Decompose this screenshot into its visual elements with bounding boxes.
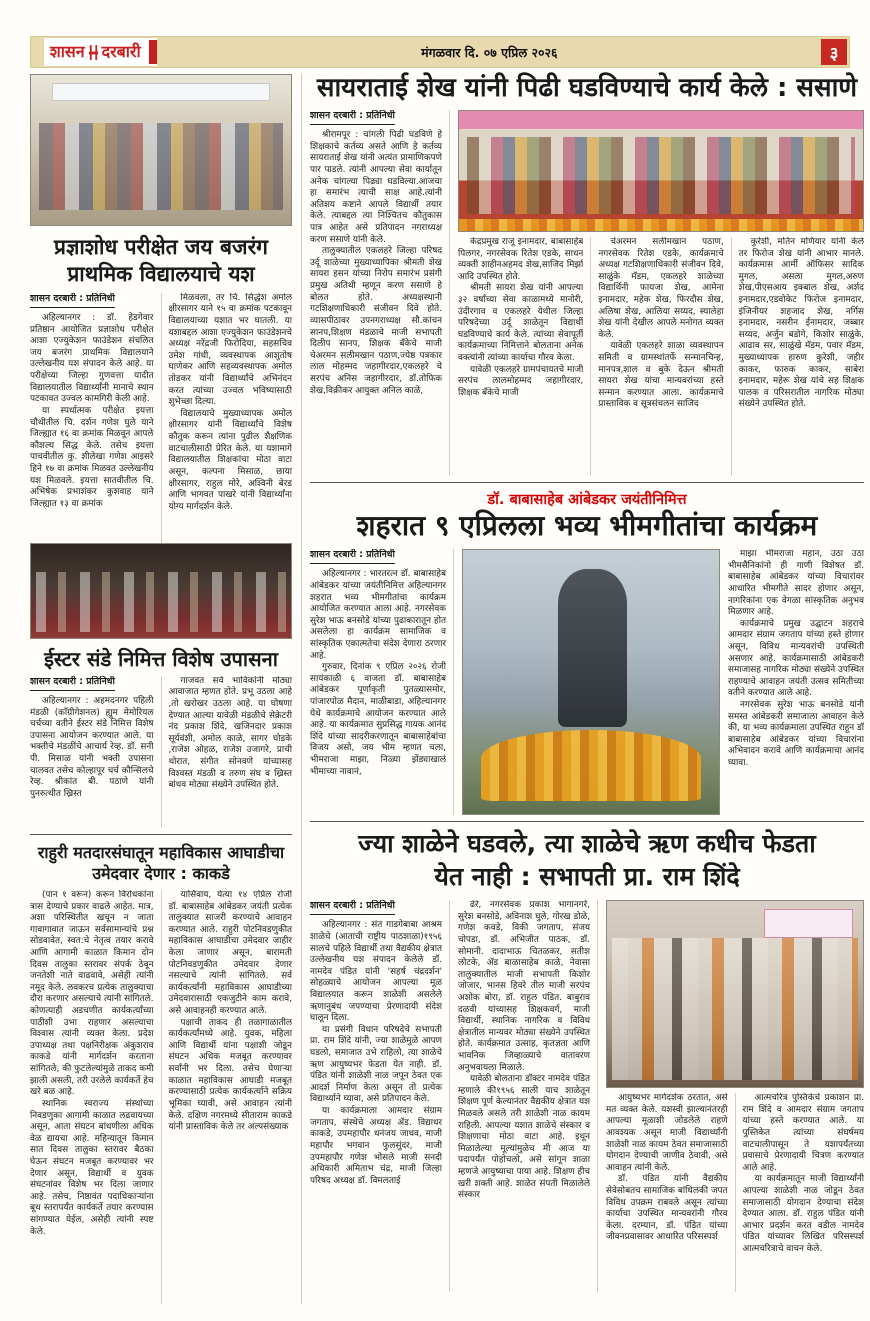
text-column <box>310 900 450 1292</box>
photo-chandradarshan-event <box>606 900 864 1088</box>
text-column <box>161 676 293 828</box>
page-number-badge: ३ <box>821 39 847 65</box>
kicker-ambedkar-jayanti: डॉ. बाबासाहेब आंबेडकर जयंतीनिमित्त <box>487 491 687 508</box>
column-text: (पान १ वरून) करून विरोधकांना त्रास देण्याचे प्रकार वाढले आहेत. मात्र, अशा परिस्थितीत खचून न जाता गावागावात जाऊन सर्वसामान्यांचे प्रश्न सोडवावेत, स्वत:चे नेतृत्व तयार करावे आणि आगामी काळात किमान दोन दिवस तालुका स्तरावर संपर्क ठेवून जनतेशी नाते वाढवावे, असेही त्यांनी नमूद केले. लवकरच प्रत्येक तालुक्याचा दौरा करणार असल्याचे त्यांनी सांगितले. कोणत्याही अडचणीत कार्यकर्त्यांच्या पाठीशी उभा राहणार असल्याचा विश्वास त्यांनी व्यक्त केला. प्रदेश उपाध्यक्ष तथा पक्षनिरीक्षक अंकुशराव काकडे यांनी मार्गदर्शन करताना सांगितले, की फुटलेल्यांमुळे ताकद कमी झाली असली, तरी उरलेले कार्यकर्ते हेच खरे बळ आहे. स्थानिक स्वराज्य संस्थांच्या निवडणुका आगामी काळात लढवायच्या असून, आता संघटन बांधणीला अधिक वेळ द्यायचा आहे. महिन्यातून किमान सात दिवस तालुका स्तरावर बैठका घेऊन संघटन मजबूत करण्यावर भर देणार असून, विद्यार्थी व युवक संघटनांवर विशेष भर दिला जाणार आहे. तसेच, निष्ठावंत पदाधिकाऱ्यांना बूथ स्तरापर्यंत कार्यकर्ते तयार करण्यास सांगण्यात येईल, असेही त्यांनी स्पष्ट केले. <box>30 889 154 1237</box>
photo-school-group <box>30 74 292 226</box>
text-columns <box>606 1093 864 1292</box>
headline-sayaratai: सायराताई शेख यांनी पिढी घडविण्याचे कार्य केले : ससाणे <box>316 73 858 103</box>
column-text: मिळवला, तर चि. सिद्धेश अमोल क्षीरसागर याने १५ वा क्रमांक पटकावून विद्यालयाच्या यशात भर घातली. या यशाबद्दल आशा एज्युकेशन फाउंडेशनचे अध्यक्ष नरेंद्रजी फिरोदिया, सहसचिव उमेश गांधी, व्यवस्थापक आशुतोष घाणेकर आणि सहव्यवस्थापक अमोल तोडकर यांनी विद्यार्थ्यांचे अभिनंदन करत त्यांच्या उज्वल भविष्यासाठी शुभेच्छा दिल्या. विद्यालयाचे मुख्याध्यापक अमोल क्षीरसागर यांनी विद्यार्थ्यांचे विशेष कौतुक करून त्यांना पुढील शैक्षणिक वाटचालीसाठी प्रेरित केले. या यशामागे विद्यालयातील शिक्षकांचा मोठा वाटा असून, कल्पना मिसाळ, छाया क्षीरसागर, राहुल मोरे, अश्विनी बेरड आणि भागवत पाखरे यांनी विद्यार्थ्यांना योग्य मार्गदर्शन केले. <box>168 292 292 512</box>
text-column <box>310 110 450 476</box>
byline: शासन दरबारी : प्रतिनिधी <box>30 293 115 308</box>
text-column <box>161 890 293 1304</box>
section-divider <box>30 834 292 835</box>
column-text: यासिवाय, येत्या १४ एप्रिल रोजी डॉ. बाबासाहेब आंबेडकर जयंती प्रत्येक तालुक्यात साजरी करण्याचे आवाहन करण्यात आले. राहुरी पोटनिवडणुकीत महाविकास आघाडीचा उमेदवार जाहीर केला जाणार असून, बारामती पोटनिवडणुकीत उमेदवार देणार नसल्याचे त्यांनी सांगितले. सर्व कार्यकर्त्यांनी महाविकास आघाडीच्या उमेदवारासाठी एकजुटीने काम करावे, असे आवाहनही करण्यात आले. पक्षाची ताकद ही तळागाळातील कार्यकर्त्यांमध्ये आहे. युवक, महिला आणि विद्यार्थी यांना पक्षाशी जोडून संघटन अधिक मजबूत करण्यावर सर्वांनी भर दिला. तसेच येणाऱ्या काळात महाविकास आघाडी मजबूत करण्यासाठी प्रत्येक कार्यकर्त्याने सक्रिय भूमिका घ्यावी, असे आवाहन त्यांनी केले. दक्षिण नगरमध्ये सीताराम काकडे यांनी प्रास्ताविक केले तर अल्पसंख्याक <box>168 889 292 1133</box>
masthead-word-1: शासन <box>50 42 85 61</box>
article-body <box>30 676 292 828</box>
text-column <box>30 890 154 1304</box>
text-column <box>458 900 598 1292</box>
masthead-logo <box>43 37 158 67</box>
article-sayaratai <box>310 74 864 476</box>
article-body <box>30 293 292 543</box>
photo-easter-service <box>30 543 292 639</box>
section-divider <box>310 821 864 822</box>
chair-icon <box>88 45 99 60</box>
article-body <box>30 890 292 1304</box>
column-text: अहिल्यानगर : भारतरत्न डॉ. बाबासाहेब आंबेडकर यांच्या जयंतीनिमित्त अहिल्यानगर शहरात भव्य भीमगीतांचा कार्यक्रम आयोजित करण्यात आला आहे. नगरसेवक सुरेश भाऊ बनसोडे यांच्या पुढाकारातून होत असलेला हा कार्यक्रम सामाजिक व सांस्कृतिक एकात्मतेचा संदेश देणारा ठरणार आहे. गुरुवार, दिनांक ९ एप्रिल २०२६ रोजी सायंकाळी ६ वाजता डॉ. बाबासाहेब आंबेडकर पूर्णाकृती पुतळ्यासमोर, पांजारपोळ मैदान, माळीबाडा, अहिल्यानगर येथे कार्यक्रमाचे आयोजन करण्यात आले आहे. या कार्यक्रमात सुप्रसिद्ध गायक आनंद शिंदे यांच्या सादरीकरणातून बाबासाहेबांचा विजय असो, जय भीम म्हणत चला, भीमराजा माझा, निळ्या झेंड्याखालं भीमाच्या नावानं, <box>310 569 446 777</box>
right-column <box>301 74 864 1304</box>
text-column <box>731 237 864 476</box>
article-body <box>310 900 864 1292</box>
photo-ambedkar-statue <box>462 549 720 815</box>
byline: शासन दरबारी : प्रतिनिधी <box>310 549 395 564</box>
masthead-word-2: दरबारी <box>101 42 141 61</box>
logo-red-stripe <box>149 40 157 64</box>
article-shala <box>310 828 864 1292</box>
column-text: आयुष्यभर मार्गदर्शक ठरतात, असे मत व्यक्त केले. यशस्वी झाल्यानंतरही आपल्या मूळाशी जोडलेले राहणे आवश्यक असून माजी विद्यार्थ्यांनी शाळेशी नाळ कायम ठेवत समाजासाठी योगदान देण्याची जाणीव ठेवावी, असे आवाहन त्यांनी केले. डॉ. पंडित यांनी वैद्यकीय सेवेसोबतच सामाजिक बांधिलकी जपत विविध उपक्रम राबवले असून त्यांच्या कार्याचा उपस्थित मान्यवरांनी गौरव केला. दरम्यान, डॉ. पंडित यांच्या जीवनप्रवासावर आधारित परिसस्पर्श <box>606 1093 728 1243</box>
column-text: अहिल्यानगर : अहमदनगर पहिली मंडळी (काँग्रीगेशनल) ह्युम मेमोरियल चर्चच्या वतीने ईस्टर संडे निमित्त विशेष उपासना आयोजन करण्यात आले. या भक्तीचे मंडळींचे आचार्य रेव्ह. डॉ. सनी पी. मिसाळ यांनी भक्ती उपासना चालवत तसेच कोल्हापूर चर्च कौन्सिलचे रेव्ह. श्रीकांत बी. पठाणे यांनी पुनरुत्थीत ख्रिस्त <box>30 696 154 799</box>
byline: शासन दरबारी : प्रतिनिधी <box>310 110 395 125</box>
column-text: गाजवत सर्व भाविकांनी मोठ्या आवाजात म्हणत होते. प्रभू उठला आहे ,तो खरोखर उठला आहे. या घोषणा देण्यात आल्या यावेळी मंडळीचे सेक्रेटरी नंद प्रकाश शिंदे, खजिनदार प्रकाश सूर्यवंशी, अमोल काळे, सागर घोडके ,राजेश ओहळ, राजेश उजागरे, प्राची थोरात, संगीत सोनवणे यांच्यासह विश्वस्त मंडळी व तरुण संघ व ख्रिस्त बांधव मोठ्या संख्येने उपस्थित होते. <box>168 675 292 791</box>
section-divider <box>310 482 864 483</box>
text-column <box>458 237 583 476</box>
column-text: अहिल्यानगर : डॉ. हेडगेवार प्रतिष्ठान आयोजित प्रज्ञाशोध परीक्षेत आशा एज्युकेशन फाउंडेशन संचलित जय बजरंग प्राथमिक विद्यालयाने उल्लेखनीय यश संपादन केले आहे. या परीक्षेच्या जिल्हा गुणवत्ता यादीत विद्यालयातील विद्यार्थ्यांनी मानाचे स्थान पटकावत उज्वल कामगिरी केली आहे. या स्पर्धात्मक परीक्षेत इयत्ता चौथीतील चि. दर्शन गणेश घुले याने जिल्ह्यात १६ वा क्रमांक मिळवून आपले कौशल्य सिद्ध केले. तसेच इयत्ता पाचवीतील कु. शीलेखा गणेश आइसरे हिने १७ वा क्रमांक मिळवत उल्लेखनीय यश मिळवले. इयत्ता सातवीतील चि. अभिषेक प्रभाशंकर कुशवाह याने जिल्ह्यात १३ वा क्रमांक <box>30 313 154 509</box>
date-line: मंगळवार दि. ०७ एप्रिल २०२६ <box>421 44 558 60</box>
text-columns <box>458 237 864 476</box>
text-column <box>735 1093 865 1292</box>
text-column <box>30 293 154 543</box>
headline-shala: ज्या शाळेने घडवले, त्या शाळेचे ऋण कधीच फेडता येत नाही : सभापती प्रा. राम शिंदे <box>358 829 816 891</box>
text-column <box>310 549 454 815</box>
text-column <box>30 676 154 828</box>
article-photo-and-text <box>606 900 864 1292</box>
article-easter <box>30 647 292 828</box>
article-rahuri <box>30 842 292 1304</box>
byline: शासन दरबारी : प्रतिनिधी <box>310 900 395 915</box>
masthead-bar <box>30 36 850 68</box>
headline-rahuri: राहुरी मतदारसंघातून महाविकास आघाडीचा उमेदवार देणार : काकडे <box>37 842 285 884</box>
column-text: कुरेशी, मतिन मणियार यांनी केले तर फिरोज शेख यांनी आभार मानले. कार्यक्रमास आर्मी ऑफिसर सादिक मुगल, असला मुगल,अरुण शेख,पीएसआय इक्बाल शेख, अर्शद इनामदार,एडवोकेट फिरोज इनामदार, इंजिनीयर शहजाद शेख, नर्गिस इनामदार, नसरीन ईनामदार, जब्बार सय्यद, अर्जुन बडोगे, किशोर साळुंके, आढाव सर, साळुंखे मॅडम, पवार मॅडम, मुख्याध्यापक हारुण कुरेशी, जहीर काकर, फारुक काकर, साबेरा इनामदार, महेरू शेख यांचे सह शिक्षक पालक व परिसरातील नागरिक मोठ्या संख्येने उपस्थित होते. <box>738 236 864 410</box>
headline-bhimgeet: शहरात ९ एप्रिलला भव्य भीमगीतांचा कार्यक्रम <box>356 508 818 542</box>
column-text: अहिल्यानगर : संत गाडगेबाबा आश्रम शाळेचे (आताची राष्ट्रीय पाठशाळा)१९५६ सालचे पहिले विद्यार्थी तथा वैद्यकीय क्षेत्रात उल्लेखनीय यश संपादन केलेले डॉ. नामदेव पंडित यांनी 'सहर्ष चंद्रदर्शन' सोहळ्याचे आयोजन आपल्या मूळ विद्यालयात करून शाळेशी असलेले ऋणानुबंध जपण्याचा प्रेरणादायी संदेश घालून दिला. या प्रसंगी विधान परिषदेचे सभापती प्रा. राम शिंदे यांनी, ज्या शाळेमुळे आपण घडलो, समाजात उभे राहिलो, त्या शाळेचे ऋण आयुष्यभर फेडता येत नाही. डॉ. पंडित यांनी शाळेशी नाळ जपून ठेवत एक आदर्श निर्माण केला असून तो प्रत्येक विद्यार्थ्याने घ्यावा, असे प्रतिपादन केले. या कार्यक्रमाला आमदार संग्राम जगताप, संस्थेचे अध्यक्ष ॲड. विद्याधर काकडे, उपमहापौर धनंजय जाधव, माजी महापौर भगवान फुलसुंदर, माजी उपमहापौर गणेश भोसले माजी सनदी अधिकारी अमिताभ चंद्र, माजी जिल्हा परिषद अध्यक्ष डॉ. विमलताई <box>310 920 442 1186</box>
text-column <box>728 549 864 815</box>
article-body <box>310 549 864 815</box>
text-column <box>161 293 293 543</box>
column-text: केंद्रप्रमुख राजू इनामदार, बाबासाहेब पिलगर, नगरसेवक रितेश एडके, साधन व्यक्ती शाहीनअहमद शेख,साजिद मिर्झा आदि उपस्थित होते. श्रीमती सायरा शेख यांनी आपल्या ३२ वर्षांच्या सेवा काळामध्ये मानोरी, उंदीरगाव व एकलहरे येथील जिल्हा परिषदेच्या उर्दू शाळेतून विद्यार्थी घडविण्याचे कार्य केले. त्यांच्या सेवापूर्ती कार्यक्रमाच्या निमित्ताने बोलताना अनेक वक्त्यांनी त्यांच्या कार्याचा गौरव केला. यावेळी एकलहरे ग्रामपंचायतचे माजी सरपंच लालमोहम्मद जहागीरदार, शिक्षक बँकेचे माजी <box>458 236 584 398</box>
photo-felicitation-stage <box>458 110 864 232</box>
text-column <box>606 1093 728 1292</box>
column-text: ढेरे, नगरसेवक प्रकाश भागानगरे, सुरेश बनसोडे, अविनाश घुले, गोरख डोळे, गणेश कवडे, विकी जगताप, संजय चोपडा, डॉ. अभिजीत पाठक, डॉ. सोमानी. दादाभाऊ चितळकर, सतीश लोटके, ॲड बाळासाहेब काळे, नेवासा तालुक्यातील माजी सभापती किशोर जोजार, भानस हिवरे तील माजी सरपंच अशोक बोरा, डॉ. राहुल पंडित. बाबुराव दळवी यांच्यासह शिक्षकवर्ग, माजी विद्यार्थी, स्थानिक नागरिक व विविध क्षेत्रातील मान्यवर मोठ्या संख्येने उपस्थित होते. कार्यक्रमात उत्साह, कृतज्ञता आणि भावनिक जिव्हाळ्याचे वातावरण अनुभवायला मिळाले. यावेळी बोलताना डॉक्टर नामदेव पंडित म्हणाले की१९५६ साली याच शाळेतून शिक्षण पूर्ण केल्यानंतर वैद्यकीय क्षेत्रात यश मिळवले असले तरी शाळेशी नाळ कायम राहिली. आपल्या यशात शाळेचे संस्कार व शिक्षणाचा मोठा वाटा आहे. इथून मिळालेल्या मूल्यांमुळेच मी आज या पदापर्यंत पोहोचलो, असे सांगून शाळा म्हणजे आयुष्याचा पाया आहे. शिक्षण हीच खरी शक्ती आहे. शाळेत संपती मिळालेले संस्कार <box>458 900 590 1201</box>
left-column <box>30 74 292 1304</box>
page-content <box>30 74 864 1304</box>
column-text: माझा भीमराजा महान, उठा उठा भीमसैनिकांनो ही गाणी विशेषत डॉ. बाबासाहेब आंबेडकर यांच्या विचारांवर आधारित भीमगीते सादर होणार असून, नागरिकांना एक वेगळा सांस्कृतिक अनुभव मिळणार आहे. कार्यक्रमाचे प्रमुख उद्घाटन शहराचे आमदार संग्राम जगताप यांच्या हस्ते होणार असून, विविध मान्यवरांची उपस्थिती असणार आहे. कार्यक्रमासाठी आंबेडकरी समाजासह नागरिक मोठ्या संख्येने उपस्थित राहण्याचे आवाहन जयंती उत्सव समितीच्या वतीने करण्यात आले आहे. नगरसेवक सुरेश भाऊ बनसोडे यांनी समस्त आंबेडकरी समाजाला आवाहन केले की, या भव्य कार्यक्रमाला उपस्थित राहून डॉ बाबासाहेब आंबेडकर यांच्या विचारांना अभिवादन करावे आणि कार्यक्रमाचा आनंद घ्यावा. <box>728 549 864 769</box>
column-text: आत्मचरित्र पुस्तिकेचे प्रकाशन प्रा. राम शिंदे व आमदार संग्राम जगताप यांच्या हस्ते करण्यात आले. या पुस्तिकेत त्यांच्या संघर्षमय वाटचालीपासून ते यशापर्यंतच्या प्रवासाचे प्रेरणादायी चित्रण करण्यात आले आहे. या कार्यक्रमातून माजी विद्यार्थ्यांनी आपल्या शाळेशी नाळ जोडून ठेवत समाजासाठी योगदान देण्याचा संदेश देण्यात आला. डॉ. राहुल पंडित यांनी आभार प्रदर्शन करत वडील नामदेव पंडित यांच्यावर लिखित परिसस्पर्श आत्मचरित्राचे वाचन केले. <box>742 1093 864 1254</box>
column-text: श्रीरामपूर : चांगली पिढी घडविणे हे शिक्षकाचे कर्तव्य असते आणि हे कर्तव्य सायराताई शेख यांनी अत्यंत प्रामाणिकपणे पार पाडले. त्यांनी आपल्या सेवा कार्यातून अनेक चांगल्या पिढ्या घडविल्या.आजचा हा समारंभ त्याची साक्ष आहे.त्यांनी अतिशय कष्टाने आपले विद्यार्थी तयार केले. त्याबद्दल त्या निश्चितच कौतुकास पात्र आहेत असे प्रतिपादन नगराध्यक्ष करण ससाणे यांनी केले. तालुक्यातील एकलहरे जिल्हा परिषद उर्दू शाळेच्या मुख्याध्यापिका श्रीमती शेख सायरा हसन यांच्या निरोप समारंभ प्रसंगी प्रमुख अतिथी म्हणून करण ससाणे हे बोलत होते. अध्यक्षस्थानी गटशिक्षणाधिकारी संजीवन दिवे होते. व्यासपीठावर उपनगराध्यक्ष सौ.कांचन सानप,शिक्षण मंडळाचे माजी सभापती दिलीप सानप, शिक्षक बँकेचे माजी चेअरमन सलीमखान पठाण,ज्येष्ठ पत्रकार लाल मोहम्मद जहागीरदार,एकलहरे चे सरपंच अनिस जहागीरदार, डॉ.तोफिक शेख,विक्रीकर आयुक्त अनिल काळे, <box>310 130 442 396</box>
column-text: चेअरमन सलीमखान पठाण, नगरसेवक रितेश एडके, कार्यक्रमाचे अध्यक्ष गटशिक्षणाधिकारी संजीवन दिवे, साळुंके मॅडम, एकलहरे शाळेच्या विद्यार्थिनी फायजा शेख, आमेना इनामदार, महेक शेख, फिरदौस शेख, अलिषा शेख, आलिया सय्यद, स्यालेहा शेख यांनी देखील आपले मनोगत व्यक्त केले. यावेळी एकलहरे शाळा व्यवस्थापन समिती व ग्रामस्थांतर्फे सन्मानचिन्ह, मानपत्र,शाल व बुके देऊन श्रीमती सायरा शेख यांचा मान्यवरांच्या हस्ते सन्मान करण्यात आला. कार्यक्रमाचे प्रास्ताविक व सूत्रसंचलन साजिद <box>598 236 724 410</box>
byline: शासन दरबारी : प्रतिनिधी <box>30 676 115 691</box>
headline-pradnyashodh: प्रज्ञाशोध परीक्षेत जय बजरंग प्राथमिक विद्यालयाचे यश <box>54 235 268 286</box>
article-pradnyashodh <box>30 234 292 543</box>
article-photo-and-text <box>458 110 864 476</box>
text-column <box>590 237 723 476</box>
article-bhimgeet <box>310 489 864 815</box>
article-body <box>310 110 864 476</box>
headline-easter: ईस्टर संडे निमित्त विशेष उपासना <box>44 646 278 671</box>
